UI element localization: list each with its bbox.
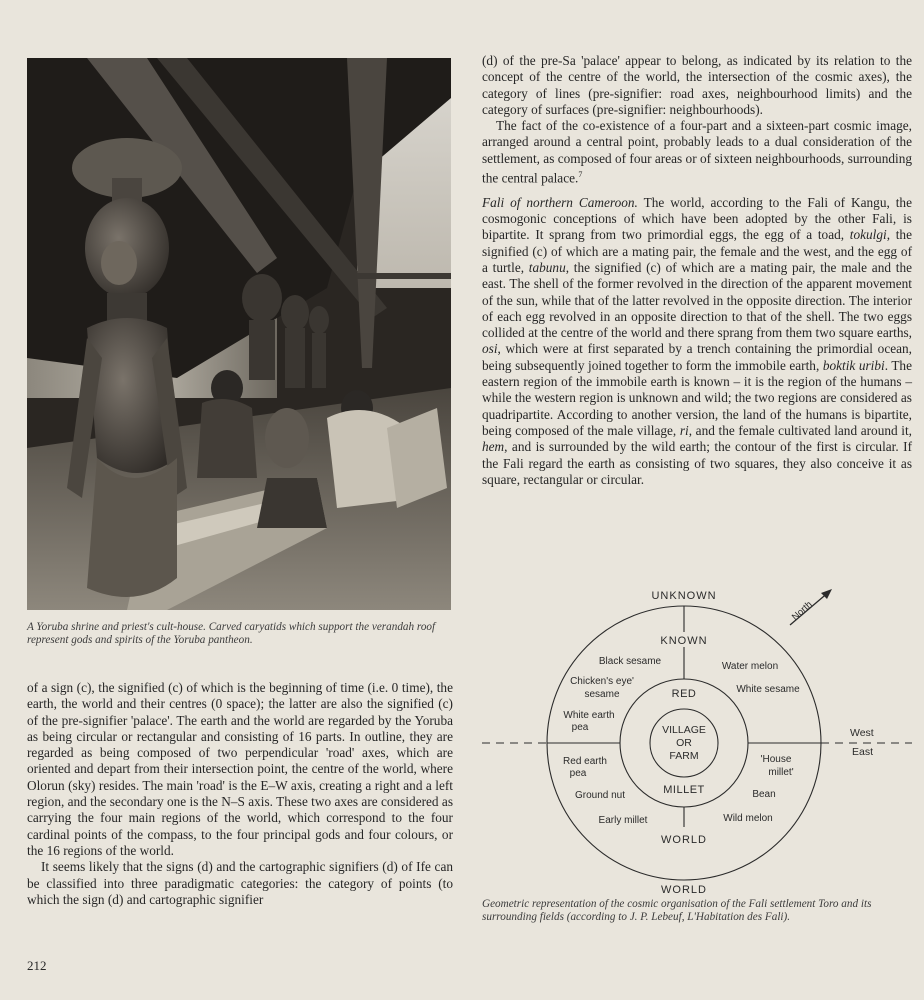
label-early-millet: Early millet xyxy=(598,815,648,826)
label-red-earth-pea-1: Red earth xyxy=(563,756,607,767)
term-boktik-uribi: boktik uribi xyxy=(822,357,885,373)
shrine-photo-illustration xyxy=(27,58,451,610)
term-tokulgi: tokulgi xyxy=(849,227,887,243)
label-water-melon: Water melon xyxy=(721,661,779,672)
label-white-sesame: White sesame xyxy=(736,684,800,695)
right-paragraph-1: (d) of the pre-Sa 'palace' appear to belong, as indicated by its relation to the concept of the centre of the world, the intersection of the cosmic axes), the category of lines (pre-signifier: road axes, neighbourhood limits) and the category of surfaces (pre-signifier: neighbourhoods). xyxy=(482,53,912,117)
right-paragraph-3 xyxy=(482,195,912,488)
page-number: 212 xyxy=(27,958,47,973)
p3-text-e: . The eastern region of the immobile earth is known – it is the region of the humans – while the western region is unknown and wild; the two regions are considered as quadripartite. According to another version, the land of the humans is bipartite, being composed of the male village, xyxy=(482,357,912,438)
label-world-outer: WORLD xyxy=(661,884,707,896)
label-bean: Bean xyxy=(752,789,776,800)
left-paragraph-2: It seems likely that the signs (d) and the cartographic signifiers (d) of Ife can be classified into three paradigmatic categories: the category of points (to which the sign (d) and cartographic signifier xyxy=(27,859,453,907)
label-east: East xyxy=(852,746,874,758)
term-osi: osi xyxy=(482,341,498,357)
diagram-caption: Geometric representation of the cosmic organisation of the Fali settlement Toro and its surrounding fields (according to J. P. Lebeuf, L'Habitation des Fali). xyxy=(482,898,872,923)
label-wild-melon: Wild melon xyxy=(723,813,773,824)
label-chickens-eye-1: Chicken's eye' xyxy=(570,676,634,687)
label-ground-nut: Ground nut xyxy=(574,790,626,801)
label-north: North xyxy=(789,599,815,623)
term-tabunu: tabunu xyxy=(528,259,566,275)
label-west: West xyxy=(850,727,874,739)
p3-text-c: , the signified (c) of which are a mating pair, the male and the east. The shell of the former revolved in the direction of the apparent movement of the sun, while that of the latter revolved in the opposite direction. The interior of each egg revolved in an opposite direction to that of the shell. The two eggs collided at the centre of the world and there sprang from them two square earths, xyxy=(482,259,913,341)
right-column xyxy=(482,53,912,488)
right-paragraph-2-text: The fact of the co-existence of a four-part and a sixteen-part cosmic image, arranged around a central point, probably leads to a dual consideration of the settlement, as composed of four areas or of sixteen neighbourhoods, surrounding the central palace. xyxy=(482,118,912,186)
term-hem: hem xyxy=(482,439,505,455)
label-chickens-eye-2: sesame xyxy=(584,689,620,700)
label-white-earth-pea-1: White earth xyxy=(563,710,615,721)
label-red-earth-pea-2: pea xyxy=(569,768,587,779)
p3-text-b: , the signified (c) of which are a mating pair, the female and the west, and the egg of a turtle, xyxy=(482,227,912,275)
label-unknown: UNKNOWN xyxy=(651,590,717,602)
cosmic-diagram-svg xyxy=(478,585,918,900)
term-ri: ri xyxy=(679,422,689,438)
photo-caption: A Yoruba shrine and priest's cult-house. Carved caryatids which support the verandah roof represent gods and spirits of the Yoruba pantheon. xyxy=(27,621,436,646)
label-black-sesame: Black sesame xyxy=(598,656,662,667)
label-farm: FARM xyxy=(669,750,699,762)
label-red: RED xyxy=(671,688,697,700)
left-column xyxy=(27,680,453,908)
cosmic-diagram xyxy=(478,585,918,900)
label-white-earth-pea-2: pea xyxy=(571,722,589,733)
p3-text-a: The world, according to the Fali of Kangu, the cosmogonic conceptions of which have been adopted by the other Fali, is bipartite. It sprang from two primordial eggs, the egg of a toad, xyxy=(482,194,912,243)
p3-text-g: , and is surrounded by the wild earth; the contour of the first is circular. If the Fali regard the earth as consisting of two squares, they also conceive it as square, rectangular or circular. xyxy=(482,439,912,487)
label-or: OR xyxy=(676,737,692,749)
section-heading: Fali of northern Cameroon. xyxy=(482,194,638,210)
label-village: VILLAGE xyxy=(662,724,706,736)
p3-text-f: , and the female cultivated land around it, xyxy=(688,422,912,438)
label-known: KNOWN xyxy=(660,635,708,647)
shrine-photograph xyxy=(27,58,451,610)
label-house-millet-2: millet' xyxy=(768,767,794,778)
label-millet: MILLET xyxy=(663,784,705,796)
label-world-inner: WORLD xyxy=(661,834,707,846)
label-house-millet-1: 'House xyxy=(760,754,792,765)
right-paragraph-2 xyxy=(482,118,912,187)
footnote-marker: 7 xyxy=(578,170,583,180)
p3-text-d: , which were at first separated by a trench containing the primordial ocean, being subsequently joined together to form the immobile earth, xyxy=(482,341,912,373)
left-paragraph-1: of a sign (c), the signified (c) of which is the beginning of time (i.e. 0 time), the earth, the world and their centres (0 space); the latter are also the signified (c) of the pre-signifier 'palace'. The earth and the world are regarded by the Yoruba as being circular or rectangular and consisting of 16 parts. In outline, they are regarded as being composed of two perpendicular 'road' axes, which are oriented and depart from their intersection point, the centre of the world, where Olorun (sky) resides. The main 'road' is the E–W axis, creating a right and a left region, and the secondary one is the N–S axis. These two axes are considered as carrying the four main regions of the world, which correspond to the four cardinal points of the compass, to the four principal gods and four colours, or the 16 regions of the world. xyxy=(27,680,453,858)
